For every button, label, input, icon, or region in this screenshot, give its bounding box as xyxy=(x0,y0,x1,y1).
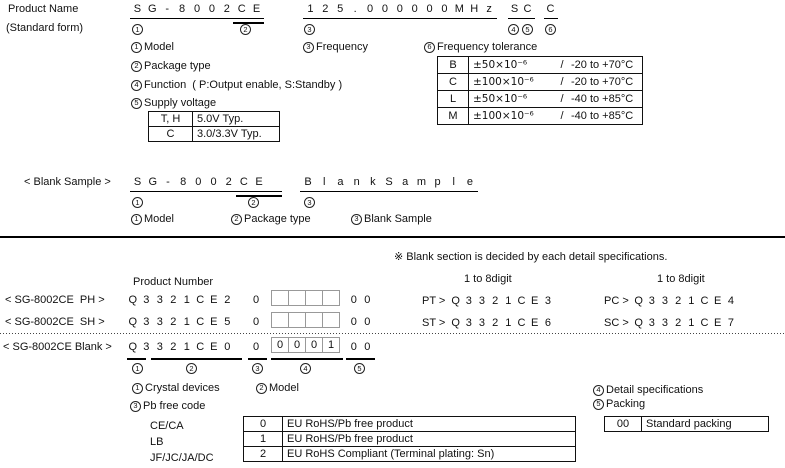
tolerance-code: C xyxy=(544,3,558,19)
legend-frequency-label: Frequency xyxy=(316,41,368,53)
legend-supply-label: Supply voltage xyxy=(144,97,217,109)
tolerance-spec xyxy=(469,74,643,91)
digit-box xyxy=(271,312,289,328)
pb-desc: EU RoHS Compliant (Terminal plating: Sn) xyxy=(283,447,576,462)
legend-tolerance xyxy=(424,41,537,53)
section-divider xyxy=(0,236,785,238)
tolerance-temp-range: -20 to +70°C xyxy=(571,59,634,71)
legend-function-label: Function ( P:Output enable, S:Standby ) xyxy=(144,79,343,91)
tolerance-value: ±50×10⁻⁶ xyxy=(473,93,528,105)
pb-name-lb: LB xyxy=(150,436,164,448)
product-code-ph: Q 3 3 2 1 C E 2 xyxy=(128,294,231,306)
legend-package xyxy=(131,60,211,72)
supply-value: 3.0/3.3V Typ. xyxy=(193,127,280,142)
detail-spec-boxes xyxy=(271,312,340,328)
supply-code: T, H xyxy=(149,112,193,127)
legend-tolerance-num: 6 xyxy=(424,42,435,53)
legend-package-num: 2 xyxy=(231,214,242,225)
frequency-code: 1 2 5 . 0 0 0 0 0 0 M H z xyxy=(303,3,497,19)
tolerance-spec xyxy=(469,57,643,74)
row-label-blank: < SG-8002CE Blank > xyxy=(3,341,112,353)
tolerance-letter: C xyxy=(438,74,469,91)
legend-crystal-devices xyxy=(132,382,220,394)
blank-sample-package-underline xyxy=(236,195,282,197)
legend-detail-specifications xyxy=(593,384,703,396)
row-label-sh: < SG-8002CE SH > xyxy=(5,316,105,328)
tolerance-temp-range: -40 to +85°C xyxy=(571,110,634,122)
product-code-sc: Q 3 3 2 1 C E 7 xyxy=(634,317,734,329)
legend-supply xyxy=(131,97,216,109)
legend-packing xyxy=(593,398,645,410)
marker-2: 2 xyxy=(248,197,259,208)
marker-6: 6 xyxy=(545,24,556,35)
digit-box xyxy=(271,290,289,306)
legend-function-num: 4 xyxy=(131,80,142,91)
table-row xyxy=(244,417,576,432)
function-supply-code: S C xyxy=(508,3,535,19)
digit-box: 0 xyxy=(305,337,323,353)
marker-3: 3 xyxy=(304,197,315,208)
tolerance-temp-range: -40 to +85°C xyxy=(571,93,634,105)
legend-model xyxy=(131,213,174,225)
tolerance-separator: / xyxy=(560,59,564,71)
pb-code: 2 xyxy=(244,447,283,462)
detail-spec-boxes xyxy=(271,337,340,353)
supply-value: 5.0V Typ. xyxy=(193,112,280,127)
legend-model-label: Model xyxy=(269,382,299,394)
pb-code-digit: 0 xyxy=(252,341,260,353)
legend-package xyxy=(231,213,311,225)
product-code-st: Q 3 3 2 1 C E 6 xyxy=(451,317,551,329)
legend-detail-num: 4 xyxy=(593,385,604,396)
legend-blank-sample-num: 3 xyxy=(351,214,362,225)
legend-package-label: Package type xyxy=(244,213,311,225)
row-label-pt: PT > xyxy=(422,295,446,307)
pb-desc: EU RoHS/Pb free product xyxy=(283,432,576,447)
table-row xyxy=(438,91,643,108)
pb-desc: EU RoHS/Pb free product xyxy=(283,417,576,432)
model-underline xyxy=(151,358,242,360)
legend-pb-num: 3 xyxy=(130,401,141,412)
row-label-ph: < SG-8002CE PH > xyxy=(5,294,105,306)
legend-model-num: 1 xyxy=(131,42,142,53)
tolerance-letter: L xyxy=(438,91,469,108)
marker-3: 3 xyxy=(304,24,315,35)
digit-box xyxy=(288,312,306,328)
legend-frequency-num: 3 xyxy=(303,42,314,53)
legend-blank-sample-label: Blank Sample xyxy=(364,213,432,225)
packing-code: 00 xyxy=(605,417,642,432)
pb-code: 1 xyxy=(244,432,283,447)
legend-frequency xyxy=(303,41,368,53)
pb-name-cecа: CE/CA xyxy=(150,420,184,432)
legend-model-label: Model xyxy=(144,41,174,53)
supply-code: C xyxy=(149,127,193,142)
tolerance-temp-range: -20 to +70°C xyxy=(571,76,634,88)
tolerance-letter: B xyxy=(438,57,469,74)
legend-package-num: 2 xyxy=(131,61,142,72)
row-label-st: ST > xyxy=(422,317,446,329)
marker-1: 1 xyxy=(132,197,143,208)
tolerance-spec xyxy=(469,91,643,108)
table-row xyxy=(438,57,643,74)
legend-tolerance-label: Frequency tolerance xyxy=(437,41,538,53)
product-name-label: Product Name xyxy=(8,3,79,15)
digit-box xyxy=(305,312,323,328)
legend-model xyxy=(131,41,174,53)
table-row xyxy=(438,74,643,91)
digit-box xyxy=(288,290,306,306)
digit-hint-right: 1 to 8digit xyxy=(657,273,705,285)
detail-spec-boxes xyxy=(271,290,340,306)
legend-pb-free-code xyxy=(130,400,205,412)
packing-desc: Standard packing xyxy=(642,417,769,432)
table-row xyxy=(605,417,769,432)
marker-2: 2 xyxy=(186,363,197,374)
marker-1: 1 xyxy=(132,363,143,374)
marker-3: 3 xyxy=(252,363,263,374)
tolerance-spec xyxy=(469,108,643,125)
model-code: S G - 8 0 0 2 C E xyxy=(130,3,264,19)
legend-crystal-label: Crystal devices xyxy=(145,382,220,394)
legend-package-label: Package type xyxy=(144,60,211,72)
row-label-sc: SC > xyxy=(604,317,629,329)
packing-code: 0 0 xyxy=(350,341,371,353)
row-label-pc: PC > xyxy=(604,295,629,307)
frequency-tolerance-table xyxy=(437,56,643,125)
blank-section-note xyxy=(394,250,667,263)
tolerance-value: ±100×10⁻⁶ xyxy=(473,110,534,122)
detail-underline xyxy=(271,358,343,360)
package-code-underline xyxy=(233,22,264,24)
tolerance-value: ±50×10⁻⁶ xyxy=(473,59,528,71)
note-text: Blank section is decided by each detail specifications. xyxy=(403,251,668,263)
marker-2: 2 xyxy=(240,24,251,35)
tolerance-value: ±100×10⁻⁶ xyxy=(473,76,534,88)
legend-packing-num: 5 xyxy=(593,399,604,410)
table-row xyxy=(149,112,280,127)
digit-box xyxy=(322,290,340,306)
pb-code-digit: 0 xyxy=(252,294,260,306)
table-row xyxy=(438,108,643,125)
pb-free-code-table xyxy=(243,416,576,462)
blank-sample-model-code: S G - 8 0 0 2 C E xyxy=(130,176,282,192)
legend-model-num: 2 xyxy=(256,383,267,394)
legend-function xyxy=(131,79,342,91)
legend-supply-num: 5 xyxy=(131,98,142,109)
packing-code: 0 0 xyxy=(350,294,371,306)
product-code-blank: Q 3 3 2 1 C E 0 xyxy=(128,341,231,353)
blank-sample-code: B l a n k S a m p l e xyxy=(300,176,478,192)
legend-model-label: Model xyxy=(144,213,174,225)
crystal-underline xyxy=(127,358,146,360)
product-code-pt: Q 3 3 2 1 C E 3 xyxy=(451,295,551,307)
reference-mark: ※ xyxy=(394,250,404,263)
standard-form-label: (Standard form) xyxy=(6,22,84,34)
legend-model-num: 1 xyxy=(131,214,142,225)
product-code-pc: Q 3 3 2 1 C E 4 xyxy=(634,295,734,307)
digit-box: 0 xyxy=(271,337,289,353)
packing-code: 0 0 xyxy=(350,316,371,328)
table-row xyxy=(244,432,576,447)
supply-voltage-table xyxy=(148,111,280,142)
packing-underline xyxy=(346,358,375,360)
legend-pb-label: Pb free code xyxy=(143,400,206,412)
digit-hint-left: 1 to 8digit xyxy=(464,273,512,285)
legend-crystal-num: 1 xyxy=(132,383,143,394)
marker-5: 5 xyxy=(354,363,365,374)
blank-sample-section-label: < Blank Sample > xyxy=(24,176,111,188)
pb-name-jf: JF/JC/JA/DC xyxy=(150,452,214,464)
table-row xyxy=(149,127,280,142)
legend-detail-label: Detail specifications xyxy=(606,384,704,396)
pb-underline xyxy=(248,358,267,360)
legend-packing-label: Packing xyxy=(606,398,646,410)
marker-1: 1 xyxy=(132,24,143,35)
table-row xyxy=(244,447,576,462)
digit-box xyxy=(322,312,340,328)
digit-box xyxy=(305,290,323,306)
pb-code: 0 xyxy=(244,417,283,432)
product-number-title: Product Number xyxy=(133,276,214,288)
digit-box: 1 xyxy=(322,337,340,353)
packing-table xyxy=(604,416,769,432)
legend-blank-sample xyxy=(351,213,432,225)
dotted-divider xyxy=(0,333,785,334)
marker-4: 4 xyxy=(300,363,311,374)
product-code-sh: Q 3 3 2 1 C E 5 xyxy=(128,316,231,328)
legend-model xyxy=(256,382,299,394)
digit-box: 0 xyxy=(288,337,306,353)
tolerance-separator: / xyxy=(560,76,564,88)
pb-code-digit: 0 xyxy=(252,316,260,328)
marker-4: 4 xyxy=(508,24,519,35)
tolerance-separator: / xyxy=(560,93,564,105)
marker-5: 5 xyxy=(522,24,533,35)
tolerance-letter: M xyxy=(438,108,469,125)
tolerance-separator: / xyxy=(560,110,564,122)
